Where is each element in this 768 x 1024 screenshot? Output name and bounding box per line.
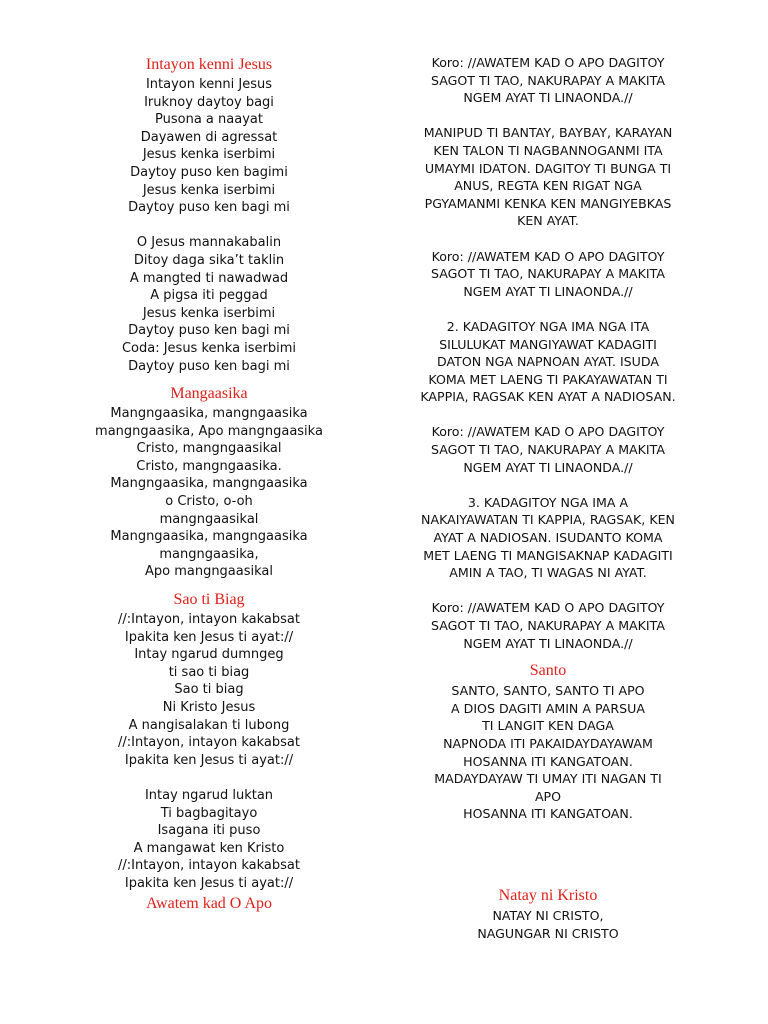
lyric-line: A mangawat ken Kristo (133, 840, 285, 856)
lyric-line: Mangngaasika, mangngaasika (110, 406, 308, 422)
chorus-block (392, 423, 704, 476)
lyric-line: Iruknoy daytoy bagi (144, 94, 274, 110)
lyric-line: Sao ti biag (174, 682, 244, 698)
lyric-line: TI LANGIT KEN DAGA (482, 718, 614, 734)
lyric-line: Ipakita ken Jesus ti ayat:// (124, 752, 294, 768)
lyric-line: Coda: Jesus kenka iserbimi (121, 340, 297, 356)
song-verse-sao-ti-biag-2 (64, 787, 354, 893)
lyric-line: Koro: //AWATEM KAD O APO DAGITOY (431, 424, 665, 440)
stanza-gap (392, 300, 704, 318)
lyric-line: A DIOS DAGITI AMIN A PARSUA (451, 700, 645, 716)
stanza-gap (392, 406, 704, 424)
lyric-line: NGEM AYAT TI LINAONDA.// (463, 283, 633, 299)
verse-block-2 (392, 318, 704, 406)
song-verse-sao-ti-biag-1 (64, 611, 354, 769)
song-title-natay-ni-kristo: Natay ni Kristo (498, 886, 598, 904)
lyric-line: Ipakita ken Jesus ti ayat:// (124, 875, 294, 891)
lyric-line: NATAY NI CRISTO, (492, 907, 604, 923)
lyric-line: APO (534, 788, 562, 804)
left-column (64, 54, 354, 915)
lyric-line: NGEM AYAT TI LINAONDA.// (463, 459, 633, 475)
lyric-line: 3. KADAGITOY NGA IMA A (467, 494, 629, 510)
song-title-intayon: Intayon kenni Jesus (145, 56, 273, 73)
lyric-line: Intay ngarud dumngeg (134, 647, 284, 663)
right-column (392, 54, 704, 942)
lyric-line: Daytoy puso ken bagi mi (128, 358, 290, 374)
lyric-line: Daytoy puso ken bagi mi (128, 323, 290, 339)
song-verse-intayon-1 (64, 76, 354, 217)
lyric-line: AMIN A TAO, TI WAGAS NI AYAT. (449, 565, 647, 581)
lyric-line: NGEM AYAT TI LINAONDA.// (463, 90, 633, 106)
lyric-line: DATON NGA NAPNOAN AYAT. ISUDA (437, 354, 659, 370)
lyric-line: Intay ngarud luktan (144, 787, 274, 803)
lyric-line: Daytoy puso ken bagimi (130, 164, 288, 180)
lyric-line: ANUS, REGTA KEN RIGAT NGA (454, 178, 642, 194)
verse-block-1 (392, 124, 704, 230)
lyric-line: KEN TALON TI NAGBANNOGANMI ITA (433, 142, 663, 158)
lyric-line: NAGUNGAR NI CRISTO (477, 925, 619, 941)
lyric-line: HOSANNA ITI KANGATOAN. (463, 753, 633, 769)
verse-block-3 (392, 494, 704, 582)
song-verse-mangaasika (64, 405, 354, 581)
lyric-line: A mangted ti nawadwad (129, 270, 289, 286)
song-verse-natay (392, 907, 704, 942)
lyric-line: Jesus kenka iserbimi (142, 147, 276, 163)
lyric-line: PGYAMANMI KENKA KEN MANGIYEBKAS (424, 195, 672, 211)
lyric-line: MANIPUD TI BANTAY, BAYBAY, KARAYAN (423, 125, 673, 141)
song-title-santo: Santo (529, 662, 567, 680)
chorus-block (392, 248, 704, 301)
lyric-line: Ni Kristo Jesus (162, 700, 256, 715)
lyric-line: SILULUKAT MANGIYAWAT KADAGITI (439, 336, 657, 352)
lyric-line: UMAYMI IDATON. DAGITOY TI BUNGA TI (424, 160, 672, 176)
stanza-gap (392, 107, 704, 125)
lyric-line: Ipakita ken Jesus ti ayat:// (124, 629, 294, 645)
lyric-line: NGEM AYAT TI LINAONDA.// (463, 635, 633, 651)
lyric-line: HOSANNA ITI KANGATOAN. (463, 806, 633, 822)
lyric-line: A nangisalakan ti lubong (128, 717, 290, 733)
chorus-block (392, 599, 704, 652)
lyric-line: mangngaasika, (159, 546, 259, 562)
lyric-line: Ti bagbagitayo (160, 805, 258, 821)
lyric-line: 2. KADAGITOY NGA IMA NGA ITA (446, 318, 650, 334)
lyric-line: A pigsa iti peggad (150, 288, 268, 304)
stanza-gap (64, 217, 354, 235)
lyric-line: SAGOT TI TAO, NAKURAPAY A MAKITA (431, 266, 665, 282)
lyric-line: Jesus kenka iserbimi (142, 182, 276, 198)
lyric-line: ti sao ti biag (168, 664, 250, 680)
lyric-line: SAGOT TI TAO, NAKURAPAY A MAKITA (431, 72, 665, 88)
lyric-line: AYAT A NADIOSAN. ISUDANTO KOMA (433, 530, 663, 546)
section-gap (64, 581, 354, 589)
lyric-line: NAKAIYAWATAN TI KAPPIA, RAGSAK, KEN (421, 512, 675, 528)
lyric-line: SAGOT TI TAO, NAKURAPAY A MAKITA (431, 442, 665, 458)
song-title-awatem: Awatem kad O Apo (145, 894, 273, 912)
lyric-line: KEN AYAT. (517, 213, 579, 229)
lyric-line: Apo mangngaasikal (144, 564, 274, 580)
lyric-line: Dayawen di agressat (140, 129, 278, 145)
lyric-line: NAPNODA ITI PAKAIDAYDAYAWAM (443, 735, 653, 751)
lyric-line: //:Intayon, intayon kakabsat (118, 735, 300, 751)
lyric-line: Isagana iti puso (157, 823, 261, 839)
lyric-line: Koro: //AWATEM KAD O APO DAGITOY (431, 55, 665, 70)
lyric-line: MADAYDAYAW TI UMAY ITI NAGAN TI (434, 771, 662, 787)
lyric-line: mangngaasika, Apo mangngaasika (95, 423, 323, 439)
lyric-line: Pusona a naayat (155, 112, 263, 128)
song-title-sao-ti-biag: Sao ti Biag (173, 591, 245, 609)
lyric-line: O Jesus mannakabalin (136, 235, 282, 251)
stanza-gap (392, 582, 704, 600)
lyric-line: Daytoy puso ken bagi mi (128, 200, 290, 216)
lyric-line: Cristo, mangngaasika. (136, 458, 282, 474)
lyric-line: Jesus kenka iserbimi (142, 305, 276, 321)
lyric-line: mangngaasikal (159, 511, 259, 527)
song-verse-santo (392, 682, 704, 823)
lyric-line: Mangngaasika, mangngaasika (110, 529, 308, 545)
lyric-line: //:Intayon, intayon kakabsat (118, 612, 300, 628)
section-gap (64, 375, 354, 383)
lyric-line: Cristo, mangngaasikal (136, 441, 282, 457)
lyric-line: SAGOT TI TAO, NAKURAPAY A MAKITA (431, 618, 665, 633)
stanza-gap (64, 769, 354, 787)
chorus-block (392, 54, 704, 107)
section-gap (392, 823, 704, 885)
lyric-line: MET LAENG TI MANGISAKNAP KADAGITI (423, 547, 673, 563)
lyric-line: Ditoy daga sika’t taklin (133, 252, 285, 268)
lyric-line: Mangngaasika, mangngaasika (110, 476, 308, 492)
section-gap (392, 652, 704, 660)
song-verse-intayon-2 (64, 234, 354, 375)
lyric-line: KOMA MET LAENG TI PAKAYAWATAN TI (428, 371, 668, 387)
lyric-line: Intayon kenni Jesus (145, 77, 273, 92)
lyric-line: Koro: //AWATEM KAD O APO DAGITOY (431, 600, 665, 616)
lyric-line: o Cristo, o-oh (165, 494, 253, 510)
lyric-line: //:Intayon, intayon kakabsat (118, 858, 300, 874)
song-title-mangaasika: Mangaasika (170, 385, 248, 403)
stanza-gap (392, 476, 704, 494)
lyric-line: Koro: //AWATEM KAD O APO DAGITOY (431, 248, 665, 264)
lyric-line: SANTO, SANTO, SANTO TI APO (451, 683, 645, 699)
lyric-line: KAPPIA, RAGSAK KEN AYAT A NADIOSAN. (420, 389, 676, 405)
stanza-gap (392, 230, 704, 248)
